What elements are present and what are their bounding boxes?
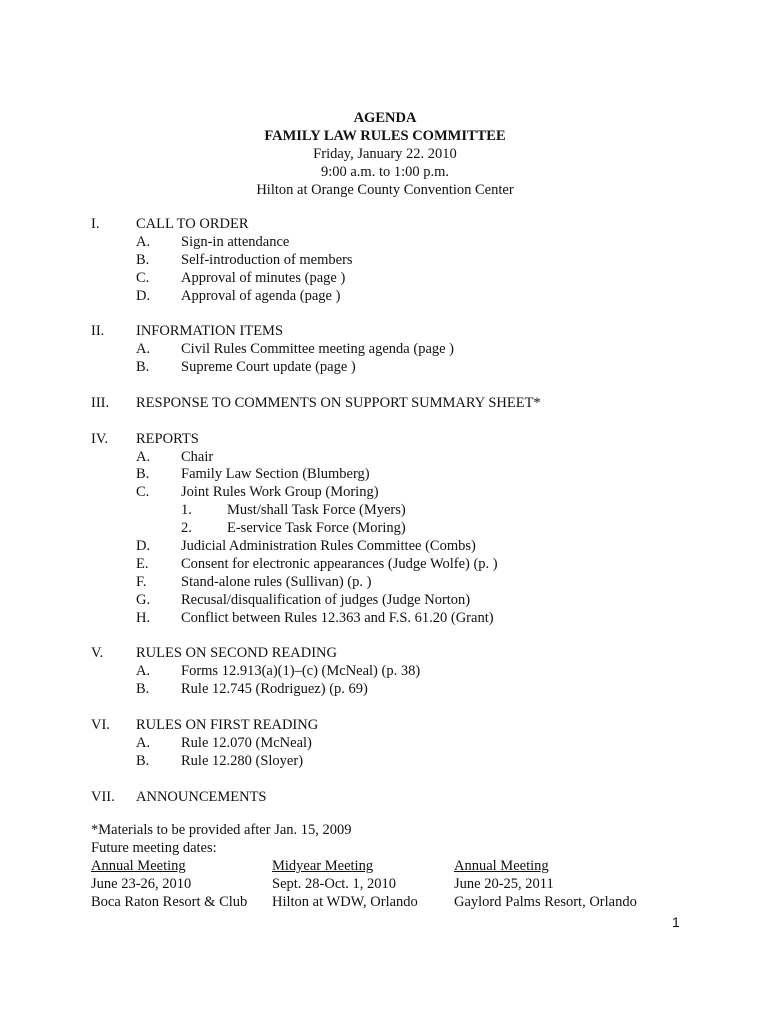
section-title: RESPONSE TO COMMENTS ON SUPPORT SUMMARY SHEET*	[136, 394, 541, 411]
agenda-section	[91, 431, 751, 628]
section-number: II.	[91, 323, 105, 340]
item-text: Approval of agenda (page )	[181, 287, 341, 304]
item-letter: E.	[136, 555, 149, 572]
agenda-section	[91, 789, 751, 807]
materials-note: *Materials to be provided after Jan. 15, 2009	[91, 822, 352, 838]
item-text: Sign-in attendance	[181, 233, 290, 250]
meeting-time: 9:00 a.m. to 1:00 p.m.	[320, 163, 450, 180]
item-text: Civil Rules Committee meeting agenda (page )	[181, 341, 455, 358]
page-number: 1	[672, 914, 680, 930]
item-text: Chair	[181, 448, 214, 465]
agenda-item	[91, 252, 751, 270]
agenda-title: AGENDA	[353, 110, 417, 126]
meeting-place: Boca Raton Resort & Club	[91, 893, 248, 910]
section-title: CALL TO ORDER	[136, 216, 249, 232]
item-letter: D.	[136, 538, 151, 555]
section-title: INFORMATION ITEMS	[136, 323, 284, 340]
meeting-dates: June 23-26, 2010	[91, 875, 192, 892]
agenda-item	[91, 341, 751, 359]
item-text: Conflict between Rules 12.363 and F.S. 61.20 (Grant)	[181, 609, 494, 626]
item-text: Judicial Administration Rules Committee (Combs)	[181, 538, 476, 555]
agenda-footer	[91, 822, 691, 858]
section-number: VII.	[91, 788, 115, 805]
agenda-item	[91, 449, 751, 467]
agenda-item	[91, 538, 751, 556]
section-number: IV.	[91, 430, 109, 447]
agenda-item	[91, 592, 751, 610]
agenda-item	[91, 574, 751, 592]
subitem-text: Must/shall Task Force (Myers)	[227, 502, 406, 519]
section-number: VI.	[91, 716, 110, 733]
item-letter: F.	[136, 573, 147, 590]
meeting-date: Friday, January 22. 2010	[313, 145, 457, 162]
meeting-column	[454, 858, 637, 912]
agenda-item	[91, 359, 751, 377]
item-letter: A.	[136, 734, 151, 751]
agenda-item	[91, 270, 751, 288]
item-text: Family Law Section (Blumberg)	[181, 466, 370, 483]
agenda-item	[91, 610, 751, 628]
item-letter: A.	[136, 448, 151, 465]
meeting-dates: June 20-25, 2011	[454, 875, 554, 892]
meeting-name: Annual Meeting	[454, 858, 549, 874]
agenda-item	[91, 234, 751, 252]
meeting-location: Hilton at Orange County Convention Center	[256, 181, 514, 198]
item-text: Recusal/disqualification of judges (Judge Norton)	[181, 591, 471, 608]
item-letter: B.	[136, 681, 150, 698]
item-text: Approval of minutes (page )	[181, 269, 346, 286]
agenda-section	[91, 395, 751, 413]
agenda-section	[91, 717, 751, 771]
item-letter: B.	[136, 359, 150, 376]
agenda-item	[91, 288, 751, 306]
item-letter: B.	[136, 466, 150, 483]
item-text: Rule 12.280 (Sloyer)	[181, 752, 304, 769]
agenda-item	[91, 484, 751, 502]
agenda-item	[91, 663, 751, 681]
item-letter: A.	[136, 341, 151, 358]
agenda-item	[91, 681, 751, 699]
agenda-item	[91, 753, 751, 771]
agenda-section	[91, 645, 751, 699]
item-letter: B.	[136, 251, 150, 268]
section-title: ANNOUNCEMENTS	[136, 788, 267, 805]
item-text: Consent for electronic appearances (Judge Wolfe) (p. )	[181, 555, 498, 572]
item-letter: A.	[136, 233, 151, 250]
agenda-item	[91, 556, 751, 574]
future-meetings-label: Future meeting dates:	[91, 839, 217, 856]
meeting-dates: Sept. 28-Oct. 1, 2010	[272, 875, 397, 892]
meeting-place: Hilton at WDW, Orlando	[272, 893, 418, 910]
subitem-text: E-service Task Force (Moring)	[227, 520, 406, 537]
item-letter: H.	[136, 609, 151, 626]
committee-name: FAMILY LAW RULES COMMITTEE	[264, 127, 506, 144]
section-title: RULES ON FIRST READING	[136, 716, 319, 733]
subitem-number: 1.	[181, 502, 192, 519]
item-text: Rule 12.070 (McNeal)	[181, 734, 312, 751]
subitem-number: 2.	[181, 520, 192, 537]
item-text: Supreme Court update (page )	[181, 359, 356, 376]
agenda-subitem	[91, 502, 751, 520]
item-text: Rule 12.745 (Rodriguez) (p. 69)	[181, 681, 368, 698]
agenda-item	[91, 735, 751, 753]
agenda-subitem	[91, 520, 751, 538]
section-number: I.	[91, 216, 100, 232]
section-title: RULES ON SECOND READING	[136, 645, 337, 662]
meeting-column	[91, 858, 247, 912]
meeting-column	[272, 858, 418, 912]
item-text: Self-introduction of members	[181, 251, 353, 268]
section-title: REPORTS	[136, 430, 199, 447]
meeting-place: Gaylord Palms Resort, Orlando	[454, 893, 637, 910]
agenda-item	[91, 466, 751, 484]
agenda-header	[0, 110, 770, 200]
item-letter: C.	[136, 269, 150, 286]
section-number: III.	[91, 394, 110, 411]
item-letter: B.	[136, 752, 150, 769]
agenda-body	[91, 216, 751, 824]
item-letter: A.	[136, 663, 151, 680]
meeting-name: Annual Meeting	[91, 858, 186, 874]
item-text: Joint Rules Work Group (Moring)	[181, 484, 379, 501]
meeting-name: Midyear Meeting	[272, 858, 374, 874]
section-number: V.	[91, 645, 104, 662]
item-letter: C.	[136, 484, 150, 501]
agenda-section	[91, 216, 751, 305]
agenda-section	[91, 323, 751, 377]
item-text: Stand-alone rules (Sullivan) (p. )	[181, 573, 372, 590]
item-letter: D.	[136, 287, 151, 304]
item-text: Forms 12.913(a)(1)–(c) (McNeal) (p. 38)	[181, 663, 421, 680]
item-letter: G.	[136, 591, 151, 608]
